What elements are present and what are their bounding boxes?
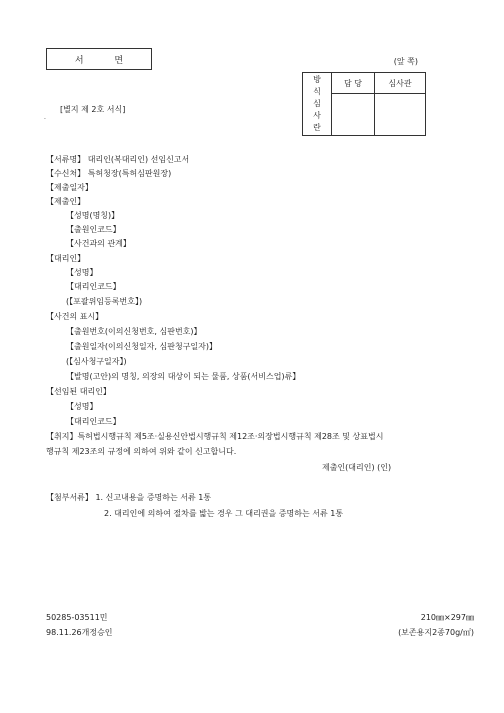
exam-examiner-cell <box>375 94 426 136</box>
examination-table <box>302 72 426 136</box>
exam-officer-cell <box>332 94 375 136</box>
page-side-label: (앞 쪽) <box>393 57 418 66</box>
exam-col-examiner: 심사관 <box>375 73 426 94</box>
form-code: 50285-03511민 <box>46 613 108 622</box>
form-line: 【출원번호(이의신청번호, 심판번호)】 <box>66 327 202 336</box>
form-line: 【성명(명칭)】 <box>66 211 120 220</box>
form-line: 【출원일자(이의신청일자, 심판청구일자)】 <box>66 342 217 351</box>
paper-type: (보존용지2종70g/㎡) <box>398 628 474 637</box>
form-line: 【대리인】 <box>46 254 86 263</box>
form-line: (【포괄위임등록번호】) <box>66 297 143 306</box>
form-line: 【대리인코드】 <box>66 417 121 426</box>
form-line: (【심사청구일자】) <box>66 357 127 366</box>
form-line: 【사건과의 관계】 <box>66 239 131 248</box>
exam-vertical-label: 방 식 심 사 란 <box>303 73 332 136</box>
document-title: 서 면 <box>46 48 152 70</box>
form-line: 【출원인코드】 <box>66 225 121 234</box>
form-line: 【취지】특허법시행규칙 제5조·실용신안법시행규칙 제12조·의장법시행규칙 제28조 및 상표법시 <box>46 432 384 441</box>
form-line: 【제출인】 <box>46 197 86 206</box>
form-line: 【수신처】 특허청장(특허심판원장) <box>46 169 172 178</box>
form-line: 【성명】 <box>66 402 98 411</box>
form-line: 【선임된 대리인】 <box>46 387 111 396</box>
paper-size: 210㎜×297㎜ <box>420 613 474 622</box>
form-line: 【성명】 <box>66 268 98 277</box>
exam-col-officer: 담 당 <box>332 73 375 94</box>
form-line: 제출인(대리인) (인) <box>322 463 392 472</box>
form-line: 【사건의 표시】 <box>46 312 104 321</box>
form-reference: [별지 제 2호 서식] <box>60 105 126 114</box>
form-line: 【대리인코드】 <box>66 282 121 291</box>
dot-mark: · <box>44 116 46 123</box>
form-line: 【첨부서류】 1. 신고내용을 증명하는 서류 1통 <box>46 493 212 502</box>
form-line: 【서류명】 대리인(복대리인) 선임신고서 <box>46 155 190 164</box>
form-line: 【제출일자】 <box>46 183 93 192</box>
form-line: 행규칙 제23조의 규정에 의하여 위와 같이 신고합니다. <box>46 447 237 456</box>
form-line: 2. 대리인에 의하여 절차를 밟는 경우 그 대리권을 증명하는 서류 1통 <box>104 509 344 518</box>
approval-date: 98.11.26개정승인 <box>46 628 113 637</box>
form-line: 【발명(고안)의 명칭, 의장의 대상이 되는 물품, 상품(서비스업)류】 <box>66 372 301 381</box>
